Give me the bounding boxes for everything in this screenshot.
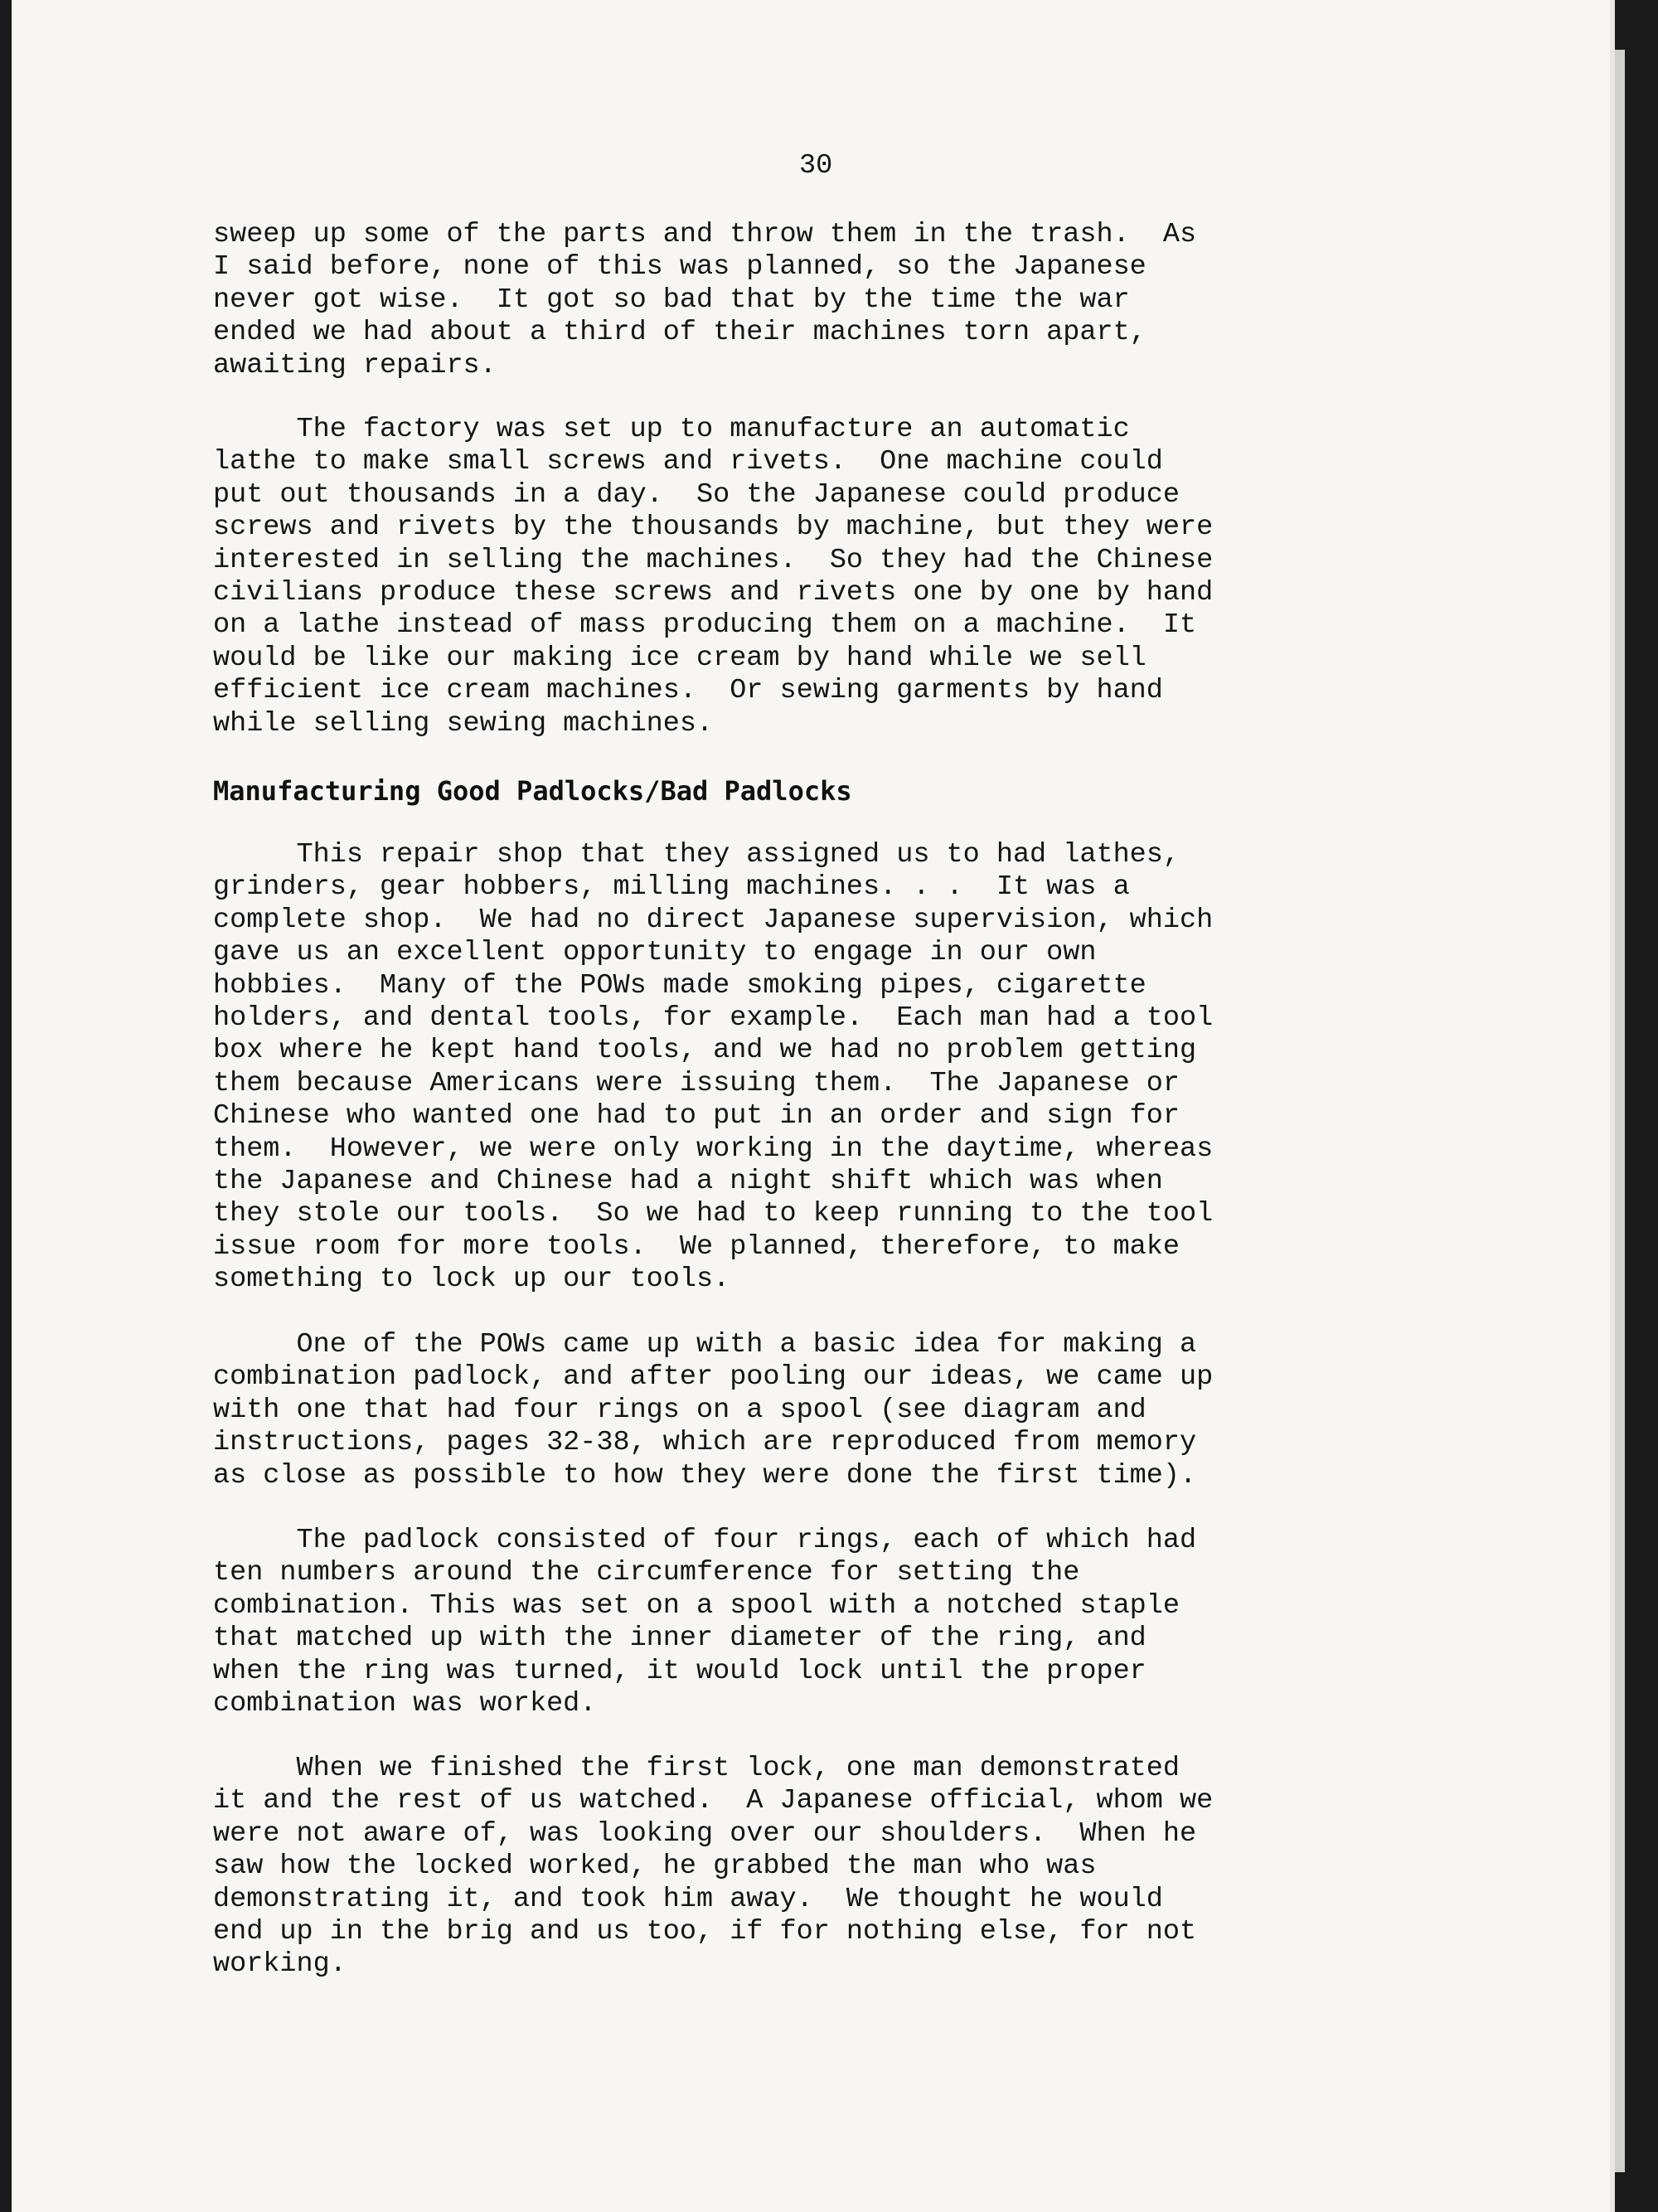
paragraph-first-lock: When we finished the first lock, one man demonstrated it and the rest of us watched. A Japanese official, whom we were not aware of, was looking over our shoulders. When he saw how the locked worked, he grabbed the man who was demonstrating it, and took him away. We thought he would end up in the brig and us too, if for nothing else, for not working. [213, 1753, 1214, 1981]
paragraph-trash-parts: sweep up some of the parts and throw them in the trash. As I said before, none of this was planned, so the Japanese never got wise. It got so bad that by the time the war ended we had about a third of their machines torn apart, awaiting repairs. [213, 219, 1197, 381]
document-page [12, 0, 1615, 2212]
page-number: 30 [799, 150, 833, 182]
page-edge [1615, 50, 1625, 2172]
paragraph-factory-lathe: The factory was set up to manufacture an automatic lathe to make small screws and rivets. One machine could put out thousands in a day. So the Japanese could produce screws and rivets by the thousands by machine, but they were interested in selling the machines. So they had the Chinese civilians produce these screws and rivets one by one by hand on a lathe instead of mass producing them on a machine. It would be like our making ice cream by hand while we sell efficient ice cream machines. Or sewing garments by hand while selling sewing machines. [213, 414, 1214, 740]
paragraph-repair-shop: This repair shop that they assigned us to had lathes, grinders, gear hobbers, milling machines. . . It was a complete shop. We had no direct Japanese supervision, which gave us an excellent opportunity to engage in our own hobbies. Many of the POWs made smoking pipes, cigarette holders, and dental tools, for example. Each man had a tool box where he kept hand tools, and we had no problem getting them because Americans were issuing them. The Japanese or Chinese who wanted one had to put in an order and sign for them. However, we were only working in the daytime, whereas the Japanese and Chinese had a night shift which was when they stole our tools. So we had to keep running to the tool issue room for more tools. We planned, therefore, to make something to lock up our tools. [213, 839, 1214, 1296]
paragraph-padlock-rings: The padlock consisted of four rings, each of which had ten numbers around the circumference for setting the combination. This was set on a spool with a notched staple that matched up with the inner diameter of the ring, and when the ring was turned, it would lock until the proper combination was worked. [213, 1525, 1197, 1720]
paragraph-combination-idea: One of the POWs came up with a basic idea for making a combination padlock, and after pooling our ideas, we came up with one that had four rings on a spool (see diagram and instructions, pages 32-38, which are reproduced from memory as close as possible to how they were done the first time). [213, 1329, 1214, 1492]
section-heading-padlocks: Manufacturing Good Padlocks/Bad Padlocks [213, 775, 852, 807]
